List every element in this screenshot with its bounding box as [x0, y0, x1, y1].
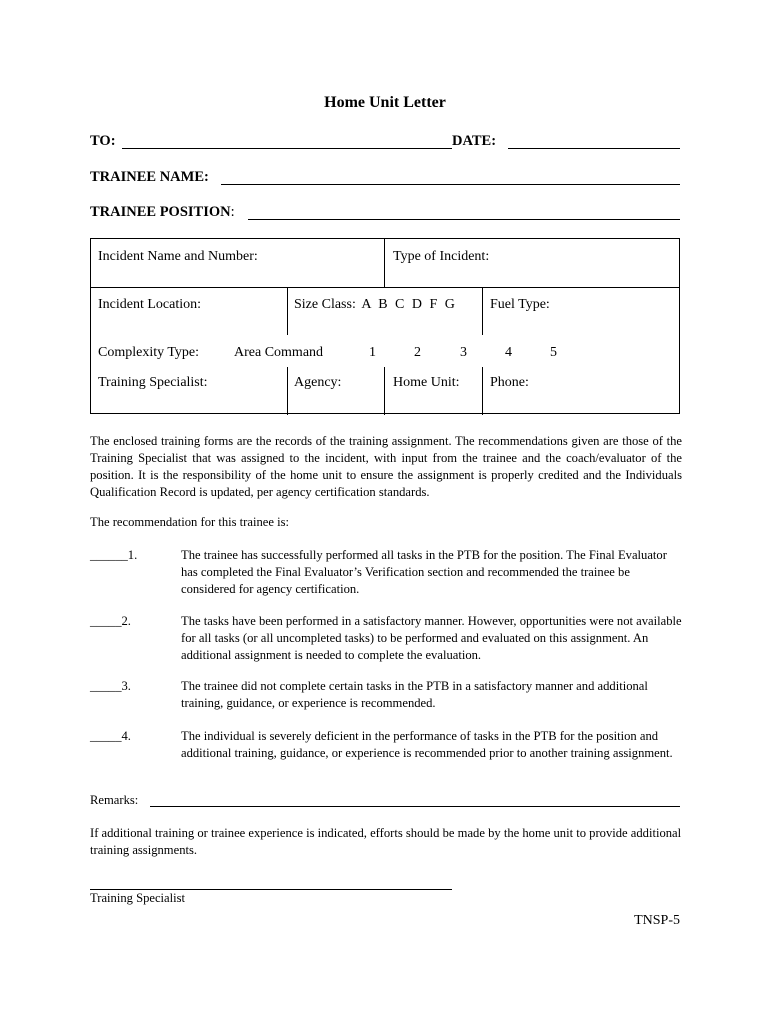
table-divider: [287, 287, 288, 335]
incident-location-cell[interactable]: Incident Location:: [98, 297, 202, 312]
size-class-option: A: [361, 297, 371, 312]
item-number[interactable]: _____4.: [90, 729, 131, 743]
phone-cell[interactable]: Phone:: [490, 375, 529, 390]
complexity-type-label: Complexity Type:: [98, 345, 200, 360]
recommendation-intro: The recommendation for this trainee is:: [90, 515, 289, 529]
signature-line[interactable]: [90, 889, 452, 890]
complexity-level-option[interactable]: 4: [505, 345, 512, 360]
item-number[interactable]: _____3.: [90, 679, 131, 693]
item-number[interactable]: ______1.: [90, 548, 138, 562]
complexity-level-option[interactable]: 1: [369, 345, 376, 360]
date-field[interactable]: [508, 148, 680, 149]
trainee-name-field[interactable]: [221, 184, 680, 185]
trainee-position-label: TRAINEE POSITION: [90, 204, 231, 220]
area-command-option[interactable]: Area Command: [234, 345, 324, 360]
item-text: The individual is severely deficient in the performance of tasks in the PTB for the position and additional training, guidance, or experience is recommended prior to another training assignment.: [181, 729, 673, 760]
page-title: Home Unit Letter: [324, 94, 446, 111]
fuel-type-cell[interactable]: Fuel Type:: [490, 297, 550, 312]
item-text: The tasks have been performed in a satisfactory manner. However, opportunities were not available for all tasks (or all uncompleted tasks) to be performed and evaluated on this assignment. An additional assignment is needed to complete the evaluation.: [181, 614, 682, 662]
date-label: DATE:: [452, 133, 497, 149]
agency-cell[interactable]: Agency:: [294, 375, 342, 390]
table-divider: [384, 367, 385, 415]
table-divider: [287, 367, 288, 415]
table-divider: [482, 367, 483, 415]
size-class-cell[interactable]: [294, 297, 455, 313]
type-of-incident-cell[interactable]: Type of Incident:: [393, 249, 490, 264]
incident-table: [90, 238, 680, 414]
size-class-option: C: [395, 297, 405, 312]
item-number[interactable]: _____2.: [90, 614, 131, 628]
form-id: TNSP-5: [634, 913, 680, 928]
incident-name-cell[interactable]: Incident Name and Number:: [98, 249, 258, 264]
to-field[interactable]: [122, 148, 452, 149]
item-text: The trainee has successfully performed all tasks in the PTB for the position. The Final Evaluator has completed the Final Evaluator’s Verification section and recommended the trainee be considered for agency certification.: [181, 548, 667, 596]
size-class-option: D: [411, 297, 422, 312]
closing-paragraph: If additional training or trainee experience is indicated, efforts should be made by the home unit to provide additional training assignments.: [90, 826, 682, 857]
trainee-position-label-group: [90, 204, 235, 221]
table-divider: [384, 239, 385, 287]
home-unit-cell[interactable]: Home Unit:: [393, 375, 460, 390]
size-class-label: Size Class:: [294, 297, 356, 312]
size-class-option: F: [429, 297, 438, 312]
intro-paragraph: The enclosed training forms are the records of the training assignment. The recommendations given are those of the Training Specialist that was assigned to the incident, with input from the trainee and the coach/evaluator of the position. It is the responsibility of the home unit to ensure the assignment is properly credited and the Individuals Qualification Record is updated, per agency certification standards.: [90, 434, 682, 499]
to-label: TO:: [90, 133, 116, 149]
trainee-position-colon: :: [230, 204, 235, 220]
complexity-level-option[interactable]: 5: [550, 345, 557, 360]
signature-label: Training Specialist: [90, 891, 186, 905]
trainee-position-field[interactable]: [248, 219, 680, 220]
size-class-option: B: [378, 297, 388, 312]
item-text: The trainee did not complete certain tasks in the PTB in a satisfactory manner and additional training, guidance, or experience is recommended.: [181, 679, 648, 710]
table-divider: [482, 287, 483, 335]
training-specialist-cell[interactable]: Training Specialist:: [98, 375, 208, 390]
table-divider: [91, 287, 679, 288]
remarks-label: Remarks:: [90, 793, 139, 807]
remarks-field[interactable]: [150, 806, 680, 807]
size-class-option: G: [444, 297, 455, 312]
complexity-level-option[interactable]: 2: [414, 345, 421, 360]
trainee-name-label: TRAINEE NAME:: [90, 169, 209, 185]
complexity-level-option[interactable]: 3: [460, 345, 467, 360]
